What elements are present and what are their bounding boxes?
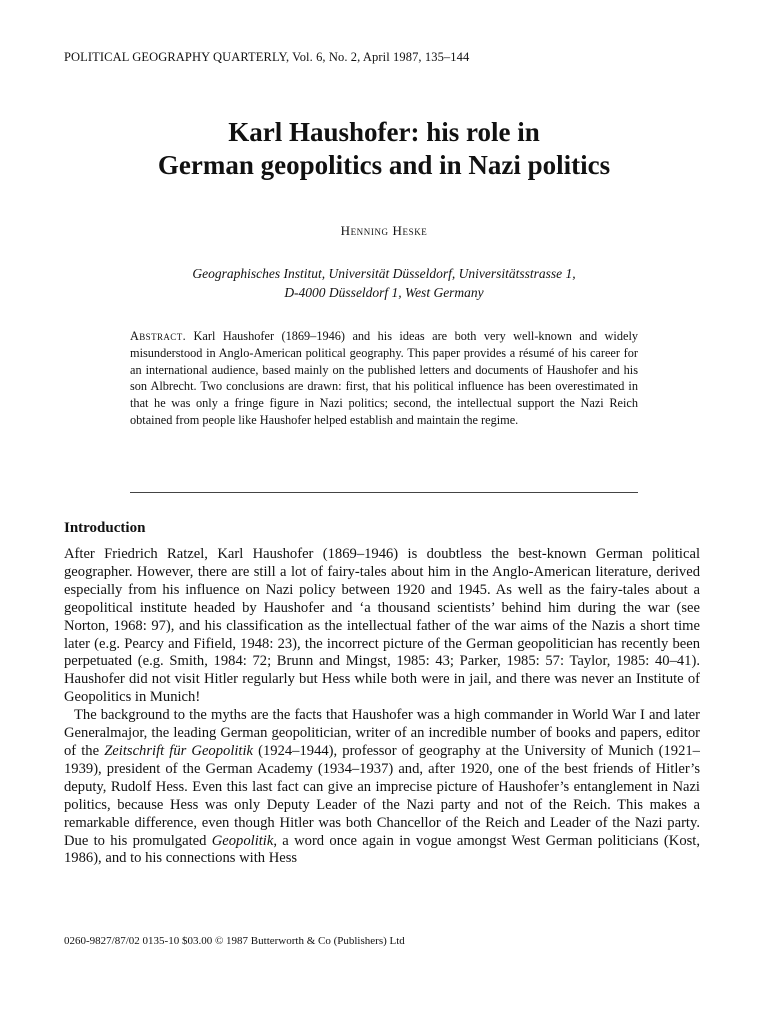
paragraph-2-text-b: (1924–1944), professor of geography at the University of Munich (1921–1939), president of the German Academy (1934–1937) and, after 1920, one of the best friends of Hitler’s deputy, Rudolf Hess. Even this last fact can give an imprecise picture of Haushofer’s entanglement in Nazi politics, because Hess was only Deputy Leader of the Nazi party and not of the Reich. This makes a remarkable difference, even though Hitler was both Chancellor of the Reich and Leader of the Nazi party. Due to his promulgated xyxy=(64,742,700,849)
paragraph-2-text-c: , a word once again in vogue amongst West German politicians (Kost, 1986), and to his connections with Hess xyxy=(64,832,700,867)
paragraph-2 xyxy=(64,707,700,868)
author-affiliation xyxy=(0,264,768,302)
journal-title-italic: Zeitschrift für Geopolitik xyxy=(104,742,254,759)
abstract-text: Karl Haushofer (1869–1946) and his ideas are both very well-known and widely misunderstood in Anglo-American political geography. This paper provides a résumé of his career for an international audience, based mainly on the published letters and documents of Haushofer and his son Albrecht. Two conclusions are drawn: first, that his political influence has been overestimated in that he was only a fringe figure in Nazi politics; second, the intellectual support the Nazi Reich obtained from people like Haushofer helped establish and maintain the regime. xyxy=(130,329,639,427)
abstract xyxy=(130,328,638,429)
abstract-divider xyxy=(130,492,638,493)
section-heading-introduction: Introduction xyxy=(64,520,146,536)
geopolitik-italic: Geopolitik xyxy=(211,832,274,849)
title-line-1: Karl Haushofer: his role in xyxy=(228,117,540,147)
author-name: Henning Heske xyxy=(340,223,428,238)
copyright-footer: 0260-9827/87/02 0135-10 $03.00 © 1987 Butterworth & Co (Publishers) Ltd xyxy=(64,935,405,947)
affiliation-line-2: D-4000 Düsseldorf 1, West Germany xyxy=(284,285,484,300)
article-title xyxy=(0,116,768,182)
abstract-label: Abstract. xyxy=(130,329,187,343)
introduction-body xyxy=(64,546,700,868)
affiliation-line-1: Geographisches Institut, Universität Düsseldorf, Universitätsstrasse 1, xyxy=(192,266,576,281)
paragraph-1: After Friedrich Ratzel, Karl Haushofer (1869–1946) is doubtless the best-known German political geographer. However, there are still a lot of fairy-tales about him in the Anglo-American literature, derived especially from his influence on Nazi policy between 1920 and 1945. As well as the fairy-tales about a geopolitical institute headed by Haushofer and ‘a thousand scientists’ behind him during the war (see Norton, 1968: 97), and his classification as the intellectual father of the war aims of the Nazis a short time later (e.g. Pearcy and Fifield, 1948: 23), the incorrect picture of the German geopolitician has recently been perpetuated (e.g. Smith, 1984: 72; Brunn and Mingst, 1985: 43; Parker, 1985: 57: Taylor, 1985: 40–41). Haushofer did not visit Hitler regularly but Hess while both were in jail, and there was never an Institute of Geopolitics in Munich! xyxy=(64,546,700,706)
title-line-2: German geopolitics and in Nazi politics xyxy=(157,150,611,180)
journal-citation: POLITICAL GEOGRAPHY QUARTERLY, Vol. 6, No. 2, April 1987, 135–144 xyxy=(64,50,470,64)
paragraph-2-text-a: The background to the myths are the facts that Haushofer was a high commander in World War I and later Generalmajor, the leading German geopolitician, writer of an incredible number of books and papers, editor of the xyxy=(64,707,700,759)
